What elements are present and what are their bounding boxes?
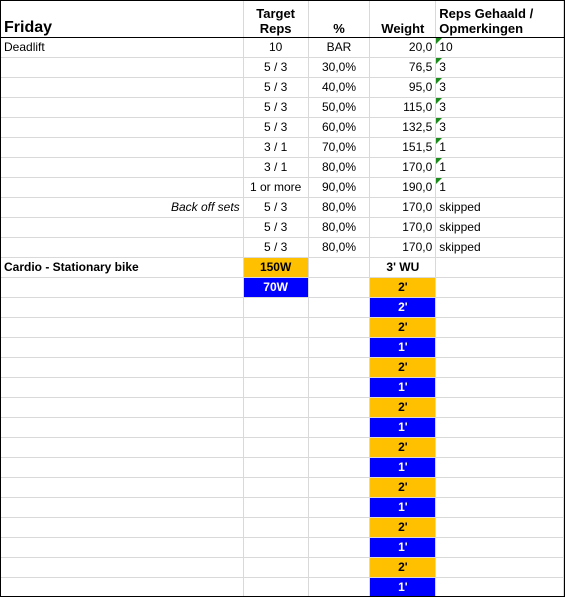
set-note[interactable]: skipped — [436, 217, 564, 237]
set-target-reps[interactable]: 10 — [243, 37, 308, 57]
set-row — [1, 117, 564, 137]
empty-cell[interactable] — [1, 237, 243, 257]
empty-cell[interactable] — [1, 317, 243, 337]
set-row — [1, 197, 564, 217]
interval-row — [1, 357, 564, 377]
empty-cell[interactable] — [1, 97, 243, 117]
empty-cell[interactable] — [308, 257, 370, 277]
set-row — [1, 137, 564, 157]
set-note[interactable]: skipped — [436, 237, 564, 257]
empty-cell[interactable] — [1, 217, 243, 237]
set-note[interactable]: 1 — [436, 137, 564, 157]
empty-cell[interactable] — [436, 537, 564, 557]
interval-duration[interactable]: 1' — [370, 377, 436, 397]
interval-row — [1, 377, 564, 397]
empty-cell[interactable] — [243, 337, 308, 357]
empty-cell[interactable] — [1, 117, 243, 137]
set-weight[interactable]: 170,0 — [370, 197, 436, 217]
interval-duration[interactable]: 2' — [370, 437, 436, 457]
interval-duration[interactable]: 2' — [370, 277, 436, 297]
set-target-reps[interactable]: 3 / 1 — [243, 137, 308, 157]
workout-sheet — [1, 1, 564, 597]
set-row — [1, 57, 564, 77]
notes-header[interactable]: Reps Gehaald / Opmerkingen — [436, 1, 564, 37]
empty-cell[interactable] — [308, 317, 370, 337]
percent-header[interactable]: % — [308, 1, 370, 37]
empty-cell[interactable] — [1, 457, 243, 477]
interval-duration[interactable]: 1' — [370, 457, 436, 477]
empty-cell[interactable] — [308, 477, 370, 497]
empty-cell[interactable] — [243, 397, 308, 417]
interval-row — [1, 537, 564, 557]
empty-cell[interactable] — [1, 277, 243, 297]
set-target-reps[interactable]: 5 / 3 — [243, 77, 308, 97]
set-row — [1, 157, 564, 177]
set-percent[interactable]: 80,0% — [308, 197, 370, 217]
empty-cell[interactable] — [308, 357, 370, 377]
cardio-title[interactable]: Cardio - Stationary bike — [1, 257, 243, 277]
interval-duration[interactable]: 1' — [370, 577, 436, 597]
high-watt-cell[interactable]: 150W — [243, 257, 308, 277]
empty-cell[interactable] — [243, 377, 308, 397]
set-percent[interactable]: 30,0% — [308, 57, 370, 77]
empty-cell[interactable] — [1, 497, 243, 517]
set-note[interactable]: skipped — [436, 197, 564, 217]
empty-cell[interactable] — [436, 457, 564, 477]
set-note[interactable]: 3 — [436, 57, 564, 77]
set-weight[interactable]: 115,0 — [370, 97, 436, 117]
interval-duration[interactable]: 2' — [370, 477, 436, 497]
interval-duration[interactable]: 2' — [370, 317, 436, 337]
interval-row — [1, 557, 564, 577]
empty-cell[interactable] — [243, 577, 308, 597]
empty-cell[interactable] — [436, 297, 564, 317]
empty-cell[interactable] — [436, 377, 564, 397]
interval-row — [1, 297, 564, 317]
interval-row — [1, 417, 564, 437]
empty-cell[interactable] — [436, 337, 564, 357]
empty-cell[interactable] — [436, 317, 564, 337]
empty-cell[interactable] — [243, 317, 308, 337]
empty-cell[interactable] — [436, 417, 564, 437]
empty-cell[interactable] — [1, 417, 243, 437]
empty-cell[interactable] — [1, 57, 243, 77]
set-row — [1, 237, 564, 257]
set-row — [1, 177, 564, 197]
interval-duration[interactable]: 1' — [370, 537, 436, 557]
empty-cell[interactable] — [1, 397, 243, 417]
empty-cell[interactable] — [308, 337, 370, 357]
empty-cell[interactable] — [1, 517, 243, 537]
set-percent[interactable]: 60,0% — [308, 117, 370, 137]
set-weight[interactable]: 170,0 — [370, 157, 436, 177]
empty-cell[interactable] — [436, 437, 564, 457]
empty-cell[interactable] — [243, 537, 308, 557]
set-percent[interactable]: BAR — [308, 37, 370, 57]
set-target-reps[interactable]: 1 or more — [243, 177, 308, 197]
empty-cell[interactable] — [1, 557, 243, 577]
empty-cell[interactable] — [308, 377, 370, 397]
set-target-reps[interactable]: 3 / 1 — [243, 157, 308, 177]
set-weight[interactable]: 95,0 — [370, 77, 436, 97]
empty-cell[interactable] — [308, 537, 370, 557]
interval-duration[interactable]: 1' — [370, 417, 436, 437]
set-target-reps[interactable]: 5 / 3 — [243, 57, 308, 77]
set-weight[interactable]: 132,5 — [370, 117, 436, 137]
interval-row — [1, 577, 564, 597]
interval-row — [1, 517, 564, 537]
set-row — [1, 37, 564, 57]
empty-cell[interactable] — [243, 417, 308, 437]
set-target-reps[interactable]: 5 / 3 — [243, 97, 308, 117]
interval-duration[interactable]: 1' — [370, 497, 436, 517]
set-group-label[interactable]: Back off sets — [1, 197, 243, 217]
empty-cell[interactable] — [308, 557, 370, 577]
interval-row — [1, 457, 564, 477]
interval-row — [1, 317, 564, 337]
set-percent[interactable]: 80,0% — [308, 237, 370, 257]
empty-cell[interactable] — [436, 577, 564, 597]
empty-cell[interactable] — [436, 557, 564, 577]
set-note[interactable]: 3 — [436, 97, 564, 117]
empty-cell[interactable] — [243, 557, 308, 577]
day-title: Friday — [1, 1, 243, 37]
empty-cell[interactable] — [1, 337, 243, 357]
set-row — [1, 77, 564, 97]
interval-row — [1, 437, 564, 457]
empty-cell[interactable] — [1, 377, 243, 397]
interval-row — [1, 397, 564, 417]
empty-cell[interactable] — [243, 497, 308, 517]
empty-cell[interactable] — [1, 137, 243, 157]
interval-duration[interactable]: 2' — [370, 357, 436, 377]
set-weight[interactable]: 151,5 — [370, 137, 436, 157]
target-reps-header[interactable]: Target Reps — [243, 1, 308, 37]
header-row — [1, 1, 564, 37]
set-note[interactable]: 3 — [436, 77, 564, 97]
empty-cell[interactable] — [436, 517, 564, 537]
set-note[interactable]: 10 — [436, 37, 564, 57]
set-target-reps[interactable]: 5 / 3 — [243, 117, 308, 137]
empty-cell[interactable] — [436, 357, 564, 377]
empty-cell[interactable] — [308, 417, 370, 437]
empty-cell[interactable] — [436, 257, 564, 277]
set-note[interactable]: 3 — [436, 117, 564, 137]
set-weight[interactable]: 20,0 — [370, 37, 436, 57]
empty-cell[interactable] — [243, 357, 308, 377]
set-weight[interactable]: 76,5 — [370, 57, 436, 77]
empty-cell[interactable] — [308, 577, 370, 597]
set-weight[interactable]: 190,0 — [370, 177, 436, 197]
empty-cell[interactable] — [243, 297, 308, 317]
interval-row — [1, 477, 564, 497]
set-percent[interactable]: 40,0% — [308, 77, 370, 97]
set-note[interactable]: 1 — [436, 157, 564, 177]
interval-row — [1, 277, 564, 297]
interval-duration[interactable]: 2' — [370, 297, 436, 317]
interval-row — [1, 497, 564, 517]
empty-cell[interactable] — [1, 357, 243, 377]
empty-cell[interactable] — [436, 477, 564, 497]
empty-cell[interactable] — [436, 397, 564, 417]
set-percent[interactable]: 70,0% — [308, 137, 370, 157]
set-target-reps[interactable]: 5 / 3 — [243, 217, 308, 237]
set-target-reps[interactable]: 5 / 3 — [243, 237, 308, 257]
empty-cell[interactable] — [308, 437, 370, 457]
interval-duration[interactable]: 2' — [370, 517, 436, 537]
empty-cell[interactable] — [436, 277, 564, 297]
interval-duration[interactable]: 1' — [370, 337, 436, 357]
set-weight[interactable]: 170,0 — [370, 237, 436, 257]
empty-cell[interactable] — [243, 477, 308, 497]
empty-cell[interactable] — [1, 537, 243, 557]
set-percent[interactable]: 90,0% — [308, 177, 370, 197]
set-note[interactable]: 1 — [436, 177, 564, 197]
set-row — [1, 217, 564, 237]
empty-cell[interactable] — [308, 397, 370, 417]
warmup-cell[interactable]: 3' WU — [370, 257, 436, 277]
empty-cell[interactable] — [308, 457, 370, 477]
set-target-reps[interactable]: 5 / 3 — [243, 197, 308, 217]
set-percent[interactable]: 50,0% — [308, 97, 370, 117]
empty-cell[interactable] — [1, 577, 243, 597]
interval-duration[interactable]: 2' — [370, 557, 436, 577]
empty-cell[interactable] — [1, 77, 243, 97]
empty-cell[interactable] — [1, 297, 243, 317]
empty-cell[interactable] — [308, 297, 370, 317]
empty-cell[interactable] — [1, 177, 243, 197]
set-percent[interactable]: 80,0% — [308, 217, 370, 237]
cardio-row — [1, 257, 564, 277]
empty-cell[interactable] — [308, 497, 370, 517]
empty-cell[interactable] — [1, 477, 243, 497]
set-percent[interactable]: 80,0% — [308, 157, 370, 177]
interval-row — [1, 337, 564, 357]
empty-cell[interactable] — [308, 517, 370, 537]
empty-cell[interactable] — [308, 277, 370, 297]
empty-cell[interactable] — [243, 437, 308, 457]
set-weight[interactable]: 170,0 — [370, 217, 436, 237]
empty-cell[interactable] — [1, 437, 243, 457]
empty-cell[interactable] — [1, 157, 243, 177]
low-watt-cell[interactable]: 70W — [243, 277, 308, 297]
exercise-name[interactable]: Deadlift — [1, 37, 243, 57]
set-row — [1, 97, 564, 117]
empty-cell[interactable] — [243, 457, 308, 477]
empty-cell[interactable] — [243, 517, 308, 537]
weight-header[interactable]: Weight — [370, 1, 436, 37]
empty-cell[interactable] — [436, 497, 564, 517]
interval-duration[interactable]: 2' — [370, 397, 436, 417]
